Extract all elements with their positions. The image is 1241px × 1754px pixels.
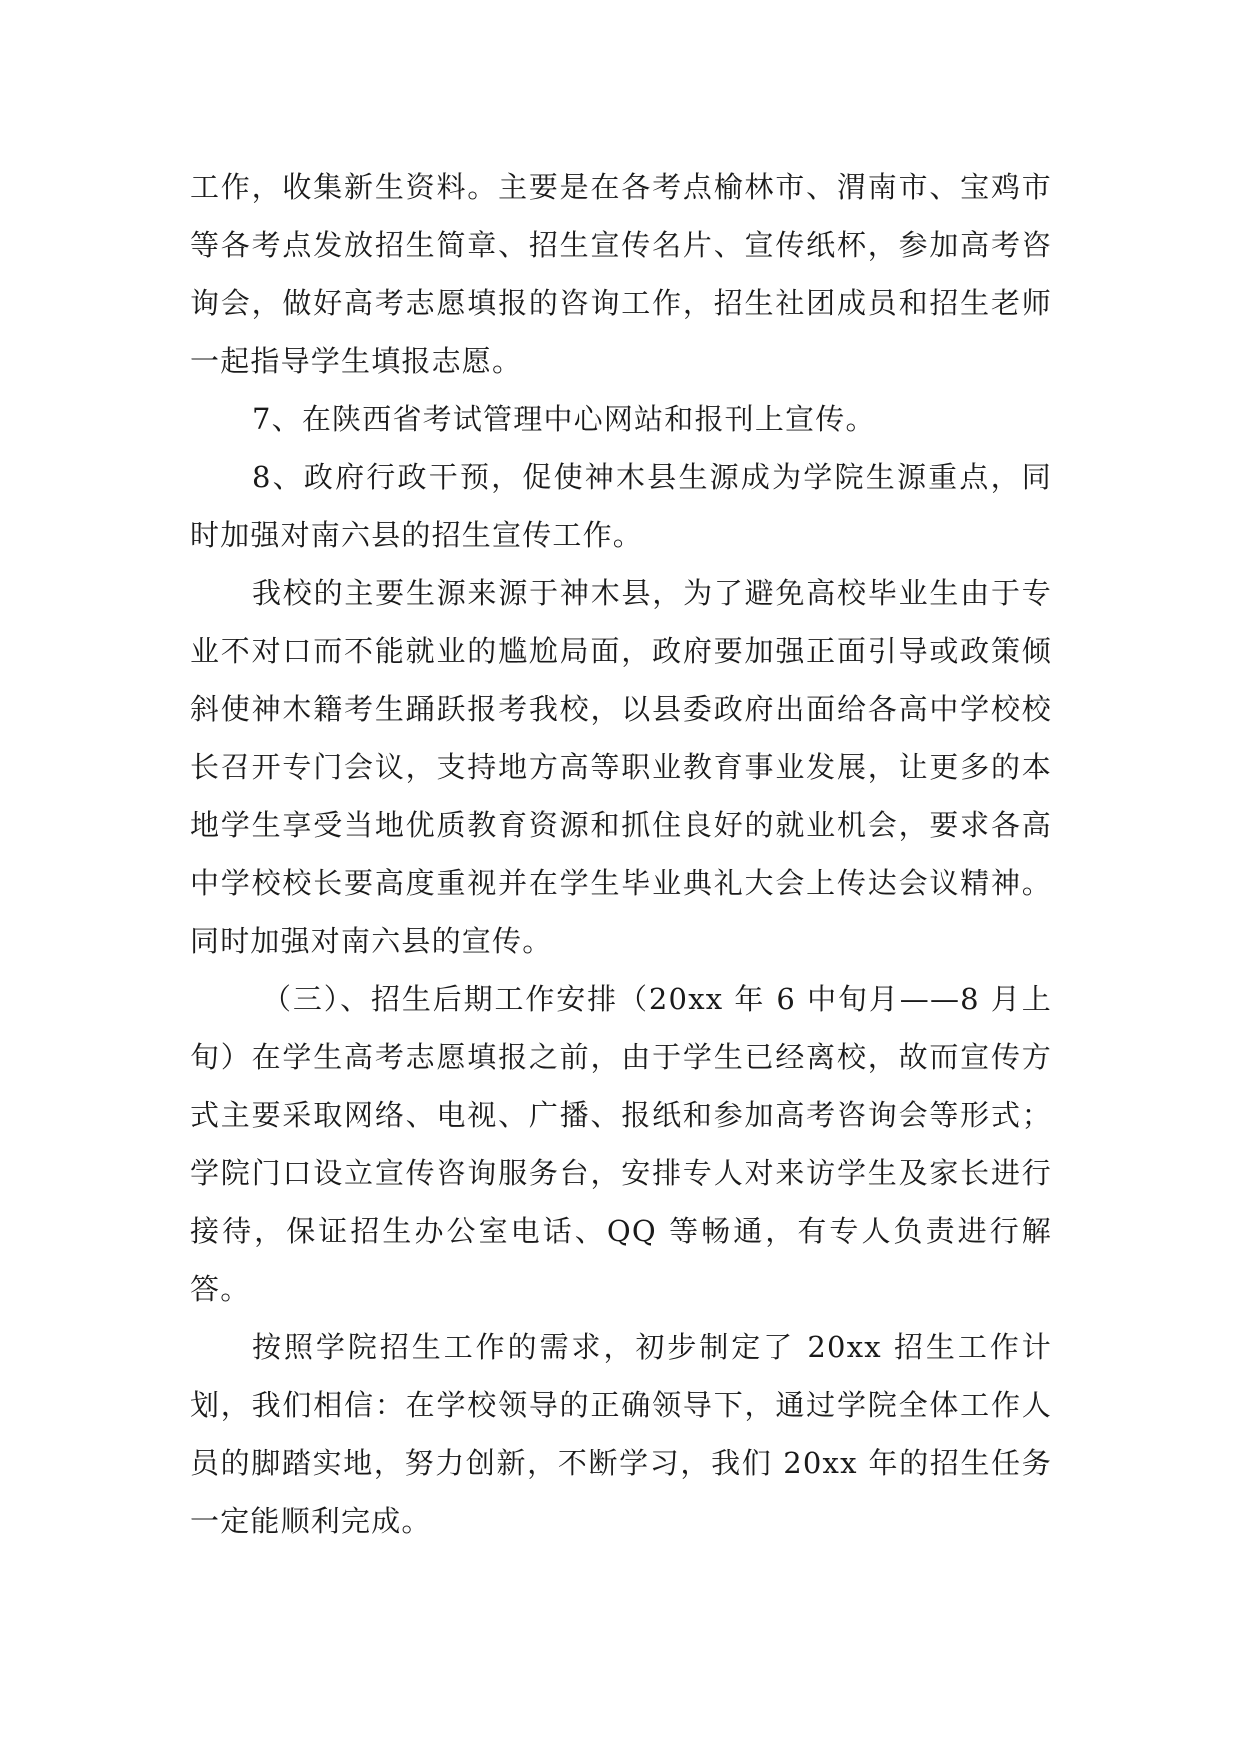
paragraph-item-8: 8、政府行政干预，促使神木县生源成为学院生源重点，同时加强对南六县的招生宣传工作。 xyxy=(190,460,1052,552)
paragraph-continuation: 工作，收集新生资料。主要是在各考点榆林市、渭南市、宝鸡市等各考点发放招生简章、招生宣传名片、宣传纸杯，参加高考咨询会，做好高考志愿填报的咨询工作，招生社团成员和招生老师一起指导学生填报志愿。 xyxy=(190,170,1052,378)
paragraph-source-analysis: 我校的主要生源来源于神木县，为了避免高校毕业生由于专业不对口而不能就业的尴尬局面，政府要加强正面引导或政策倾斜使神木籍考生踊跃报考我校，以县委政府出面给各高中学校校长召开专门会议，支持地方高等职业教育事业发展，让更多的本地学生享受当地优质教育资源和抓住良好的就业机会，要求各高中学校校长要高度重视并在学生毕业典礼大会上传达会议精神。同时加强对南六县的宣传。 xyxy=(190,576,1052,958)
paragraph-conclusion: 按照学院招生工作的需求，初步制定了 20xx 招生工作计划，我们相信：在学校领导的正确领导下，通过学院全体工作人员的脚踏实地，努力创新，不断学习，我们 20xx 年的招生任务一定能顺利完成。 xyxy=(190,1330,1052,1538)
paragraph-section-three: （三）、招生后期工作安排（20xx 年 6 中旬月——8 月上旬）在学生高考志愿填报之前，由于学生已经离校，故而宣传方式主要采取网络、电视、广播、报纸和参加高考咨询会等形式；学院门口设立宣传咨询服务台，安排专人对来访学生及家长进行接待，保证招生办公室电话、QQ 等畅通，有专人负责进行解答。 xyxy=(190,982,1052,1306)
document-body xyxy=(190,158,1052,1550)
paragraph-item-7: 7、在陕西省考试管理中心网站和报刊上宣传。 xyxy=(252,402,876,436)
